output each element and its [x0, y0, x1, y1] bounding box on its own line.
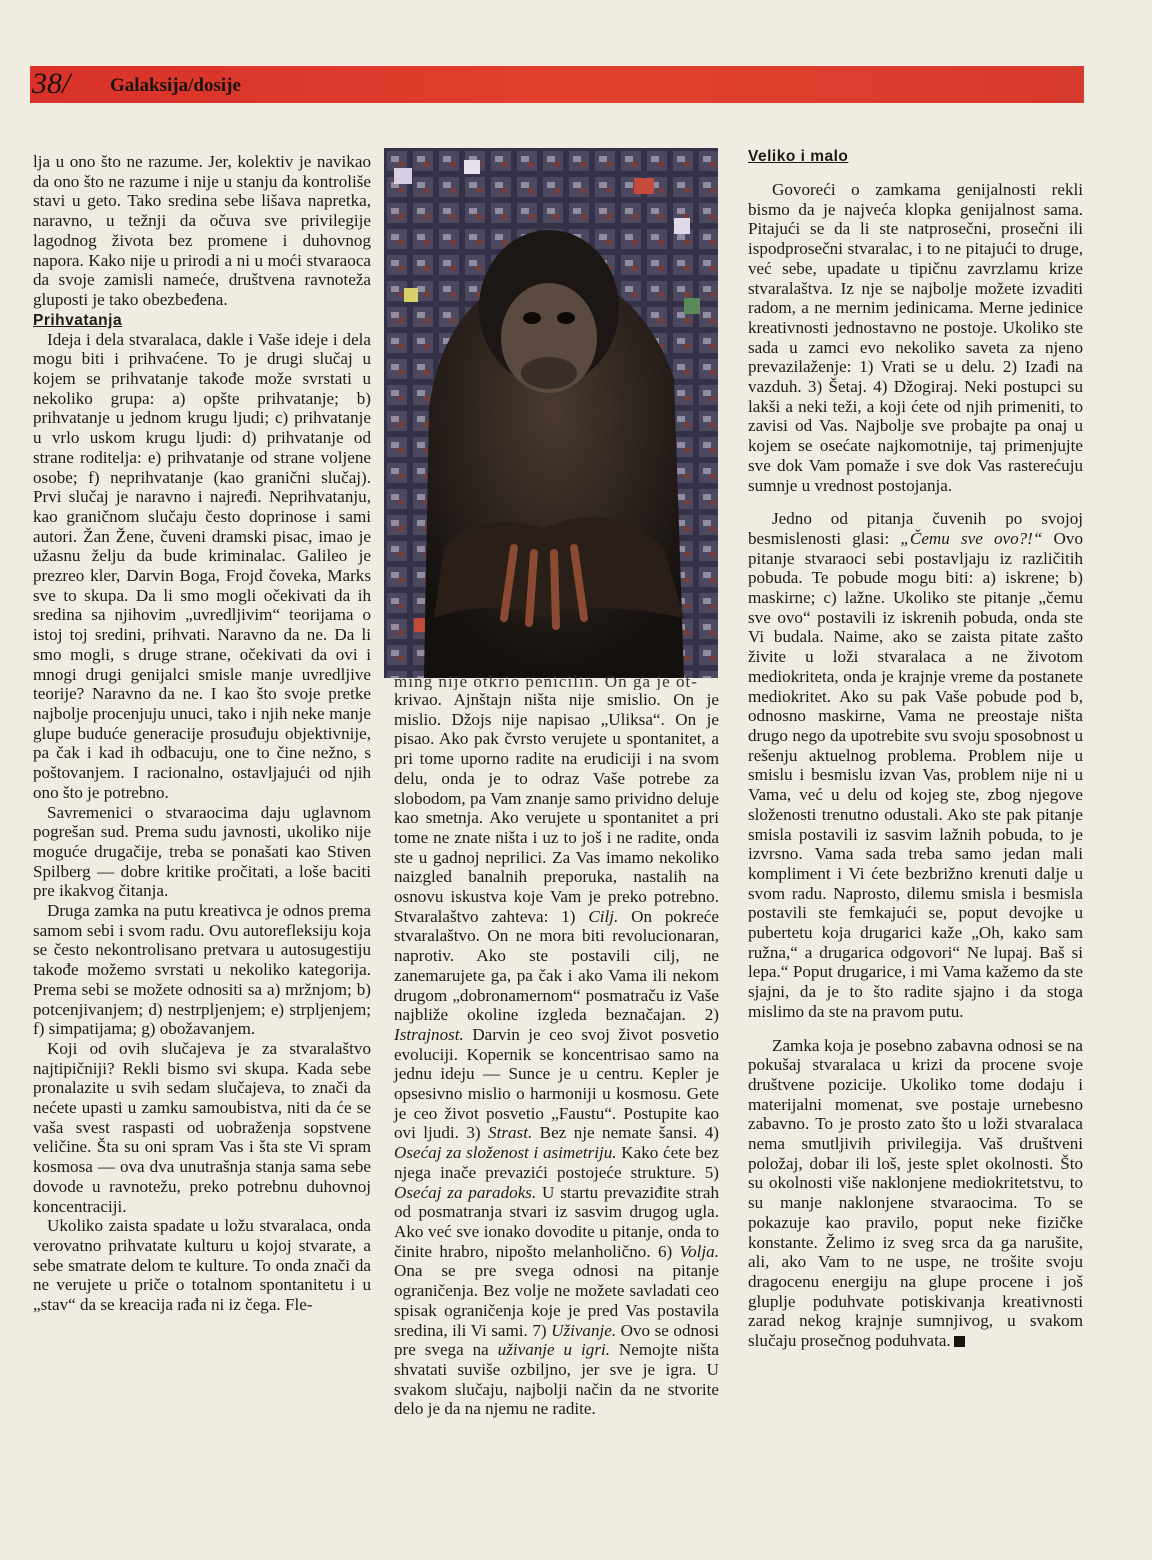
text-run: Nemojte ništa shvatati suviše ozbiljno, jer sve je igra. U svakom slučaju, najbolji način da ne stvorite delo je da na njemu ne radite. — [394, 1340, 719, 1419]
end-of-article-mark-icon — [954, 1336, 965, 1347]
paragraph: Savremenici o stvaraocima daju uglavnom pogrešan sud. Prema sudu javnosti, ukoliko nije moguće drugačije, treba se ponašati kao Stiven Spilberg — dobre kritike pročitati, a loše baciti pre ikakvog čitanja. — [33, 802, 371, 901]
text-run: On pokreće stvaralaštvo. On ne mora biti revolucionaran, naprotiv. Ako ste postavili cilj, ne zanemarujete ga, pa čak i ako Vama ili nekom drugom „dobronamernom“ posmatraču iz Vaše najbliže okoline izgleda beznačajan. 2) — [394, 906, 719, 1025]
text-run: Bez nje nemate šansi. 4) — [532, 1123, 719, 1143]
page-number: 38/ — [32, 67, 71, 100]
paragraph: Koji od ovih slučajeva je za stvaralaštvo najtipičniji? Rekli bismo svi skupa. Kada sebe pronalazite u svih sedam slučajeva, to znači da nećete upasti u zamku samoubistva, niti da će se vaša svest raspasti od uobraženja sopstvene veličine. Šta su oni spram Vas i šta ste Vi spram kosmosa — ova dva unutrašnja stanja sama sebe dovode u ravnotežu, preko potrebnu duhovnoj koncentraciji. — [33, 1038, 371, 1216]
text-run: Zamka koja je posebno zabavna odnosi se na pokušaj stvaralaca u krizi da procene svoje društvene pozicije. Ukoliko tome dodaju i materijalni momenat, sve postaje urnebesno zabavno. To je prosto zato što u loži stvaralaca nema smutljivih privilegija. Vaš društveni položaj, dobar ili loš, jeste splet okolnosti. Što su okolnosti više naklonjene mediokritetstvu, to su manje naklonjene stvaraocima. To se pokazuje kao pravilo, poput neke fizičke konstante. Želimo iz sveg srca da ga narušite, ali, ako Vam to ne uspe, ne trošite svoju dragocenu energiju na glupe procene i još gluplje poduhvate potiskivanja kreativnosti zarad nekog krajnje sumnjivog, u svakom slučaju prosečnog poduhvata. — [748, 1035, 1083, 1351]
subheading-veliko-i-malo: Veliko i malo — [748, 148, 849, 165]
paragraph: Govoreći o zamkama genijalnosti rekli bismo da je najveća klopka genijalnost sama. Pitajući se da li ste natprosečni, prosečni ili ispodprosečni stvaralac, i to ne pitajući to druge, već sebe, upadate u tipičnu zavrzlamu krize stvaralaštva. Iz nje se najbolje možete izvaditi radom, a ne mernim jedinicama. Merne jedinice kreativnosti jednostavno ne postoje. Ukoliko ste sada u zamci evo nekoliko saveta za njeno prevazilaženje: 1) Vrati se u delu. 2) Izađi na vazduh. 3) Šetaj. 4) Džogiraj. Neki postupci su lakši a neki teži, a koji ćete od njih primeniti, to zavisi od Vas. Najbolje sve probajte pa onaj u kojem se osećate najkomotnije, taj primenjujte sve dok Vam pomaže i sve dok Vas rasterećuju sumnje u vrednost postojanja. — [748, 180, 1083, 495]
chimpanzee-photo — [384, 148, 718, 678]
text-run: Ovo pitanje stvaraoci sebi postavljaju iz različitih pobuda. Te pobude mogu biti: a) iskrene; b) maskirne; c) lažne. Ukoliko ste pitanje „čemu sve ovo“ postavili iz iskrenih pobuda, onda ste Vi budala. Naime, ako se zaista pitate zašto živite u loži stvaralaca a ne životom mediokriteta, onda je krajnje vreme da postanete mediokritet. Ako su pak Vaše pobude pod b, odnosno maskirne, Vama ne preostaje ništa drugo nego da upotrebite svu svoju sposobnost u rešenju aktuelnog problema. Problem nije u smislu i besmislu izvan Vas, problem nije ni u Vama, već u delu od kojeg ste, zbog njegove složenosti trenutno odustali. Ako ste pak pitanje smisla postavili iz sasvim lažnih pobuda, to je izvrsno. Vama sada treba samo jedan mali kompliment i Vi ćete bezbrižno krenuti dalje u svom radu. Naprosto, dilemu smisla i besmisla postavili ste femkajući se, poput devojke u pubertetu koja drugarici kaže „Oh, kako sam ružna,“ a drugarica odgovori“ Ne lupaj. Baš si lepa.“ Poput drugarice, i mi Vama kažemo da ste sjajni, da je to što radite sjajno i da stoga mislimo da ste na pravom putu. — [748, 528, 1083, 1021]
paragraph: Ideja i dela stvaralaca, dakle i Vaše ideje i dela mogu biti i prihvaćene. To je drugi slučaj u kojem se prihvatanje takođe može svrstati u nekoliko grupa: a) opšte prihvatanje; b) prihvatanje u jednom krugu ljudi; c) prihvatanje u vrlo uskom krugu ljudi: d) prihvatanje od strane roditelja: e) prihvatanje od strane voljene osobe; f) neprihvatanje (kao granični slučaj). Prvi slučaj je naravno i najređi. Neprihvatanju, kao graničnom slučaju često doprinose i sami autori. Žan Žene, čuveni dramski pisac, imao je užasnu želju da bude kriminalac. Galileo je prezreo kler, Darvin Boga, Frojd čoveka, Marks sve to skupa. Da li smo mogli očekivati da ih sredina sa njihovim „uvredljivim“ teorijama o istoj toj sredini, prihvati. Naravno da ne. Da li smo mogli, s druge strane, očekivati da ovi i mnogi drugi genijalci smisle manje uvredljive teorije? Naravno da ne. I kao što svoje pretke najbolje procenjuju unuci, tako i njih neke manje glupe buduće generacije prosuđuju objektivnije, pa čak i kad ih odbacuju, one to čine nežno, s poštovanjem. I racionalno, ostavljajući od njih ono što je potrebno. — [33, 329, 371, 802]
chimpanzee-photo-art — [384, 148, 718, 678]
emphasis: Uživanje. — [551, 1320, 617, 1340]
emphasis: Strast. — [488, 1123, 533, 1143]
emphasis: „Čemu sve ovo?!“ — [900, 528, 1043, 548]
text-run: Ona se pre svega odnosi na pitanje ograničenja. Bez volje ne možete savladati ceo spisak ograničenja koje je pred Vas postavila sredina, ili Vi sami. 7) — [394, 1261, 719, 1340]
emphasis: Cilj. — [588, 906, 619, 926]
emphasis: Istrajnost. — [394, 1024, 464, 1044]
emphasis: Osećaj za paradoks. — [394, 1182, 537, 1202]
column-left — [33, 152, 371, 1315]
paragraph: lja u ono što ne razume. Jer, kolektiv je navikao da ono što ne razume i nije u stanju da kontroliše stavi u geto. Tako sredina sebe lišava napretka, naravno, u težnji da očuva sve privilegije lagodnog života bez promene i duhovnog napora. Kako nije u prirodi a ni u moći stvaraoca da svoje zamisli nameće, društvena ravnoteža gluposti je tako obezbeđena. — [33, 152, 371, 309]
emphasis: Osećaj za složenost i asimetriju. — [394, 1143, 617, 1163]
emphasis: Volja. — [679, 1241, 719, 1261]
paragraph — [748, 1036, 1083, 1351]
section-name: Galaksija/dosije — [110, 75, 241, 96]
paragraph — [394, 690, 719, 1419]
text-run: krivao. Ajnštajn ništa nije smislio. On je mislio. Džojs nije napisao „Uliksa“. On je pisao. Ako pak čvrsto verujete u spontanitet, a pri tome uporno radite na erudiciji i na svom delu, onda je to odraz Vaše potrebe za slobodom, pa Vam znanje samo prividno deluje kao smetnja. Ako verujete u spontanitet a pri tome ne znate ništa i uz to još i ne radite, onda ste u gadnoj neprilici. Za Vas imamo nekoliko naizgled banalnih preporuka, nastalih na osnovu iskustva koje Vam je preko potrebno. Stvaralaštvo zahteva: 1) — [394, 690, 719, 926]
paragraph: Druga zamka na putu kreativca je odnos prema samom sebi i svom radu. Ovu autorefleksiju koja se često nekontrolisano pretvara u autosugestiju takođe možemo svrstati u nekoliko kategorija. Prema sebi se možete odnositi sa a) mržnjom; b) potcenjivanjem; d) nestrpljenjem; e) strpljenjem; f) simpatijama; g) obožavanjem. — [33, 901, 371, 1039]
text-run: Jedno od pitanja čuvenih po svojoj besmislenosti glasi: — [748, 509, 1083, 548]
column-right — [748, 146, 1083, 1351]
text-run: Darvin je ceo svoj život posvetio evoluciji. Kopernik se koncentrisao samo na jednu ideju — Sunce je u centru. Kepler je opsesivno mislio o harmoniji u kosmosu. Gete je ceo život posvetio „Faustu“. Postupite kao ovi ljudi. 3) — [394, 1024, 719, 1143]
subheading-prihvatanja: Prihvatanja — [33, 311, 123, 329]
partially-hidden-line: ming nije otkrio penicilin. On ga je ot- — [394, 672, 698, 690]
paragraph — [748, 509, 1083, 1021]
text-run: U startu prevaziđite strah od posmatranja stvari iz sasvim drugog ugla. Ako već sve ionako dovodite u pitanje, onda to činite hrabro, nipošto melanholično. 6) — [394, 1182, 719, 1261]
text-run: Ovo se odnosi pre svega na — [394, 1320, 719, 1360]
column-middle — [394, 690, 719, 1419]
page-header-bar — [30, 66, 1084, 103]
paragraph: Ukoliko zaista spadate u ložu stvaralaca, onda verovatno prihvatate kulturu u kojoj stvarate, a sebe smatrate delom te kulture. To onda znači da ne verujete u priče o totalnom spontanitetu i u „stav“ da se kreacija rađa ni iz čega. Fle- — [33, 1216, 371, 1315]
emphasis: uživanje u igri. — [497, 1340, 610, 1360]
text-run: Kako ćete bez njega inače prevazići postojeće strukture. 5) — [394, 1143, 719, 1182]
